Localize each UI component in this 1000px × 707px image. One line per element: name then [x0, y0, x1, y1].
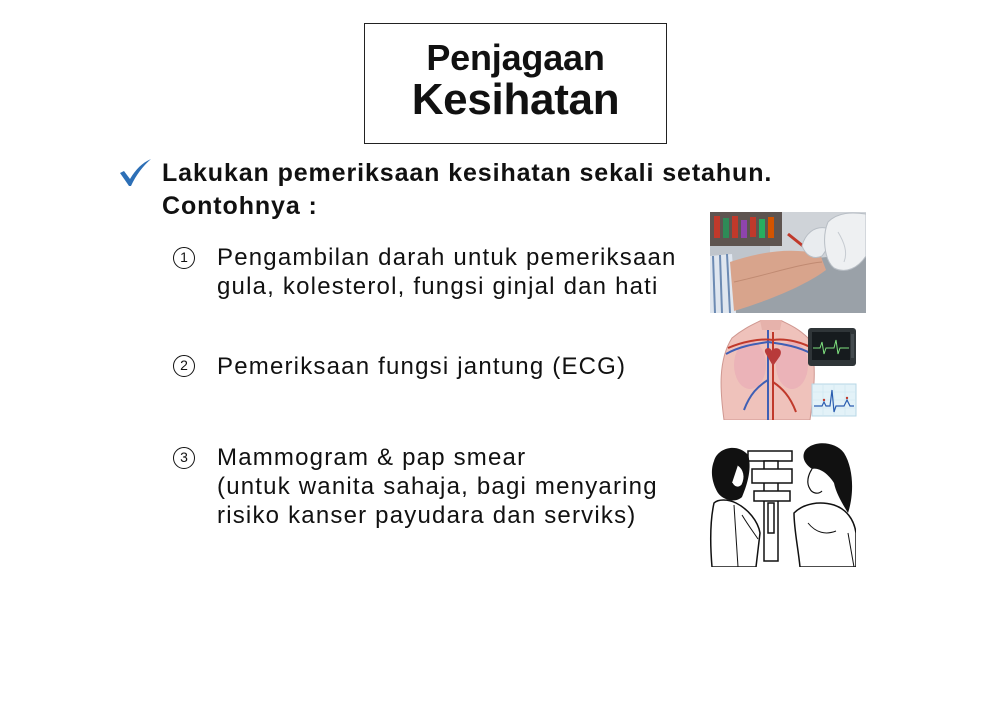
title-line-2: Kesihatan — [411, 75, 620, 124]
item-3-line-3: risiko kanser payudara dan serviks) — [217, 502, 637, 529]
item-3-line-2: (untuk wanita sahaja, bagi menyaring — [217, 473, 658, 500]
mammogram-illustration — [708, 443, 856, 567]
ecg-monitor — [808, 328, 856, 366]
item-number-1: 1 — [173, 247, 195, 269]
item-1-line-2: gula, kolesterol, fungsi ginjal dan hati — [217, 273, 659, 300]
intro-line-1: Lakukan pemeriksaan kesihatan sekali setahun. — [162, 159, 773, 187]
intro-text — [162, 157, 772, 223]
check-icon — [118, 158, 152, 188]
intro-line-2: Contohnya : — [162, 192, 318, 220]
item-number-3: 3 — [173, 447, 195, 469]
blood-test-photo — [710, 212, 866, 313]
item-text-1 — [217, 243, 677, 301]
sample-tube-rack — [710, 212, 782, 246]
item-number-2: 2 — [173, 355, 195, 377]
item-text-3 — [217, 443, 658, 530]
title-line-1: Penjagaan — [426, 37, 605, 78]
item-1-line-1: Pengambilan darah untuk pemeriksaan — [217, 244, 677, 271]
item-3-line-1: Mammogram & pap smear — [217, 444, 527, 471]
ecg-illustration — [710, 320, 858, 420]
item-2-line-1: Pemeriksaan fungsi jantung (ECG) — [217, 353, 627, 380]
ecg-chart — [812, 384, 856, 416]
title-box — [364, 23, 667, 144]
check-mark-path — [120, 159, 151, 186]
item-text-2 — [217, 352, 626, 381]
